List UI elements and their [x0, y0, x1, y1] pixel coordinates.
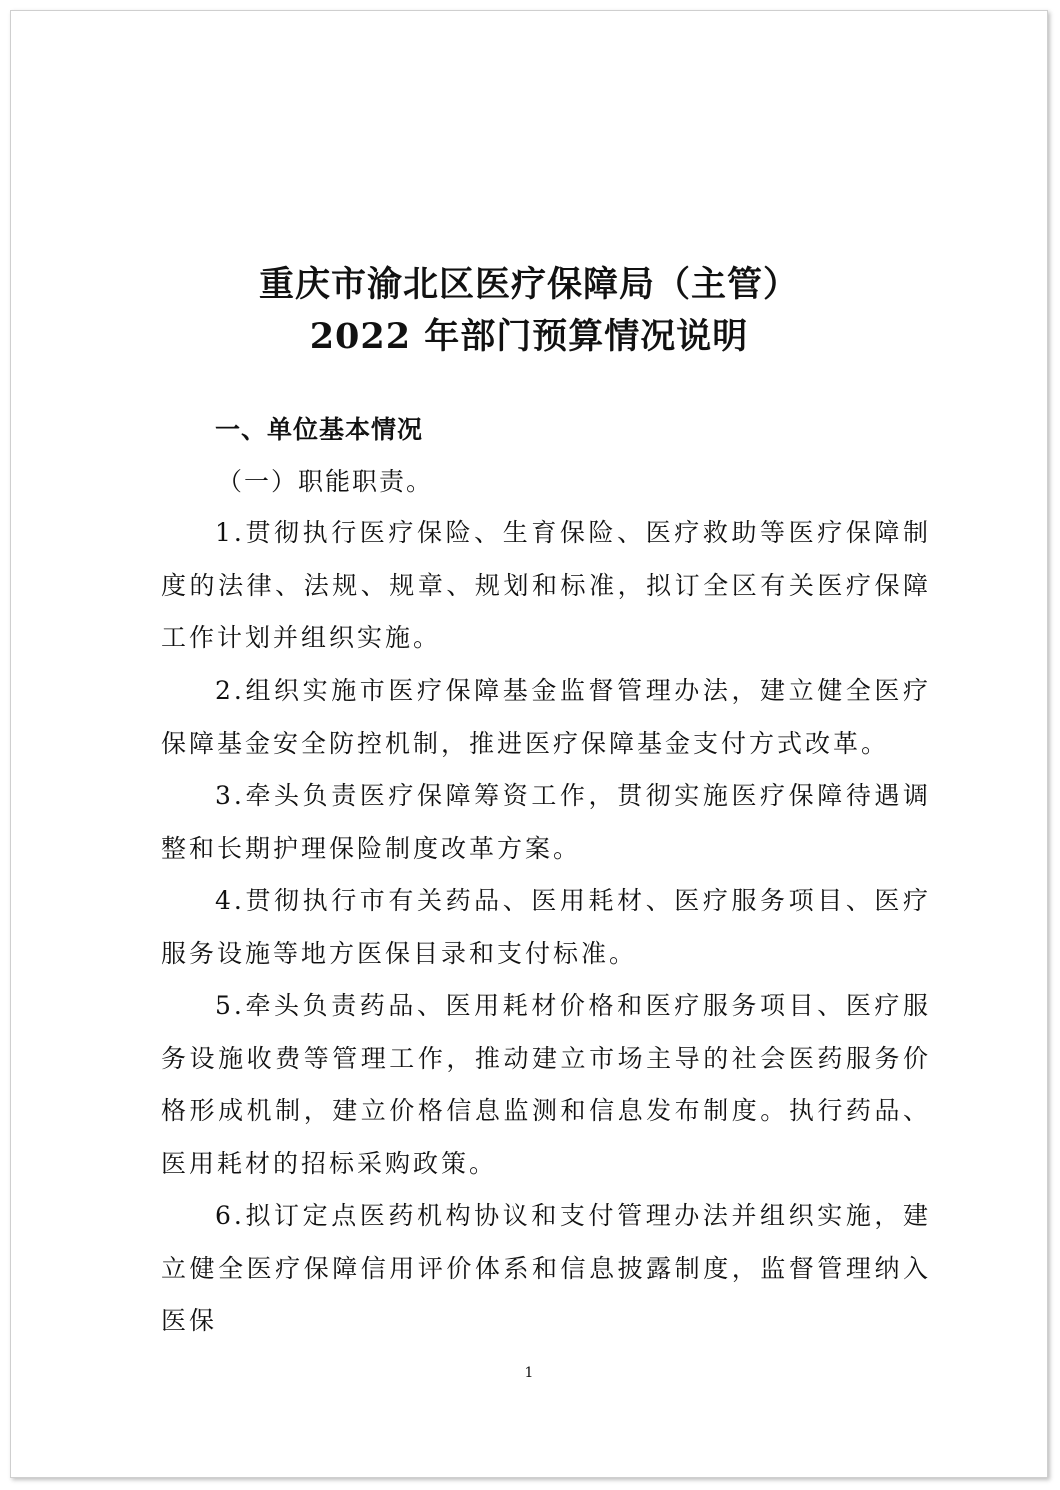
section-heading: 一、单位基本情况 [215, 415, 424, 444]
paragraph-3: 3.牵头负责医疗保障筹资工作，贯彻实施医疗保障待遇调整和长期护理保险制度改革方案。 [161, 781, 931, 863]
document-title-line2: 2022 年部门预算情况说明 [309, 316, 749, 357]
document-page [10, 10, 1048, 1478]
paragraph-5: 5.牵头负责药品、医用耗材价格和医疗服务项目、医疗服务设施收费等管理工作，推动建立市场主导的社会医药服务价格形成机制，建立价格信息监测和信息发布制度。执行药品、医用耗材的招标采购政策。 [161, 991, 931, 1178]
subsection-heading: （一）职能职责。 [217, 467, 434, 496]
paragraph-6: 6.拟订定点医药机构协议和支付管理办法并组织实施，建立健全医疗保障信用评价体系和信息披露制度，监督管理纳入医保 [161, 1201, 931, 1335]
paragraph-4: 4.贯彻执行市有关药品、医用耗材、医疗服务项目、医疗服务设施等地方医保目录和支付标准。 [161, 886, 931, 968]
paragraph-1: 1.贯彻执行医疗保险、生育保险、医疗救助等医疗保障制度的法律、法规、规章、规划和标准，拟订全区有关医疗保障工作计划并组织实施。 [161, 518, 931, 652]
document-title-line1: 重庆市渝北区医疗保障局（主管） [258, 264, 799, 305]
page-number: 1 [524, 1365, 534, 1381]
paragraph-2: 2.组织实施市医疗保障基金监督管理办法，建立健全医疗保障基金安全防控机制，推进医疗保障基金支付方式改革。 [161, 676, 931, 758]
